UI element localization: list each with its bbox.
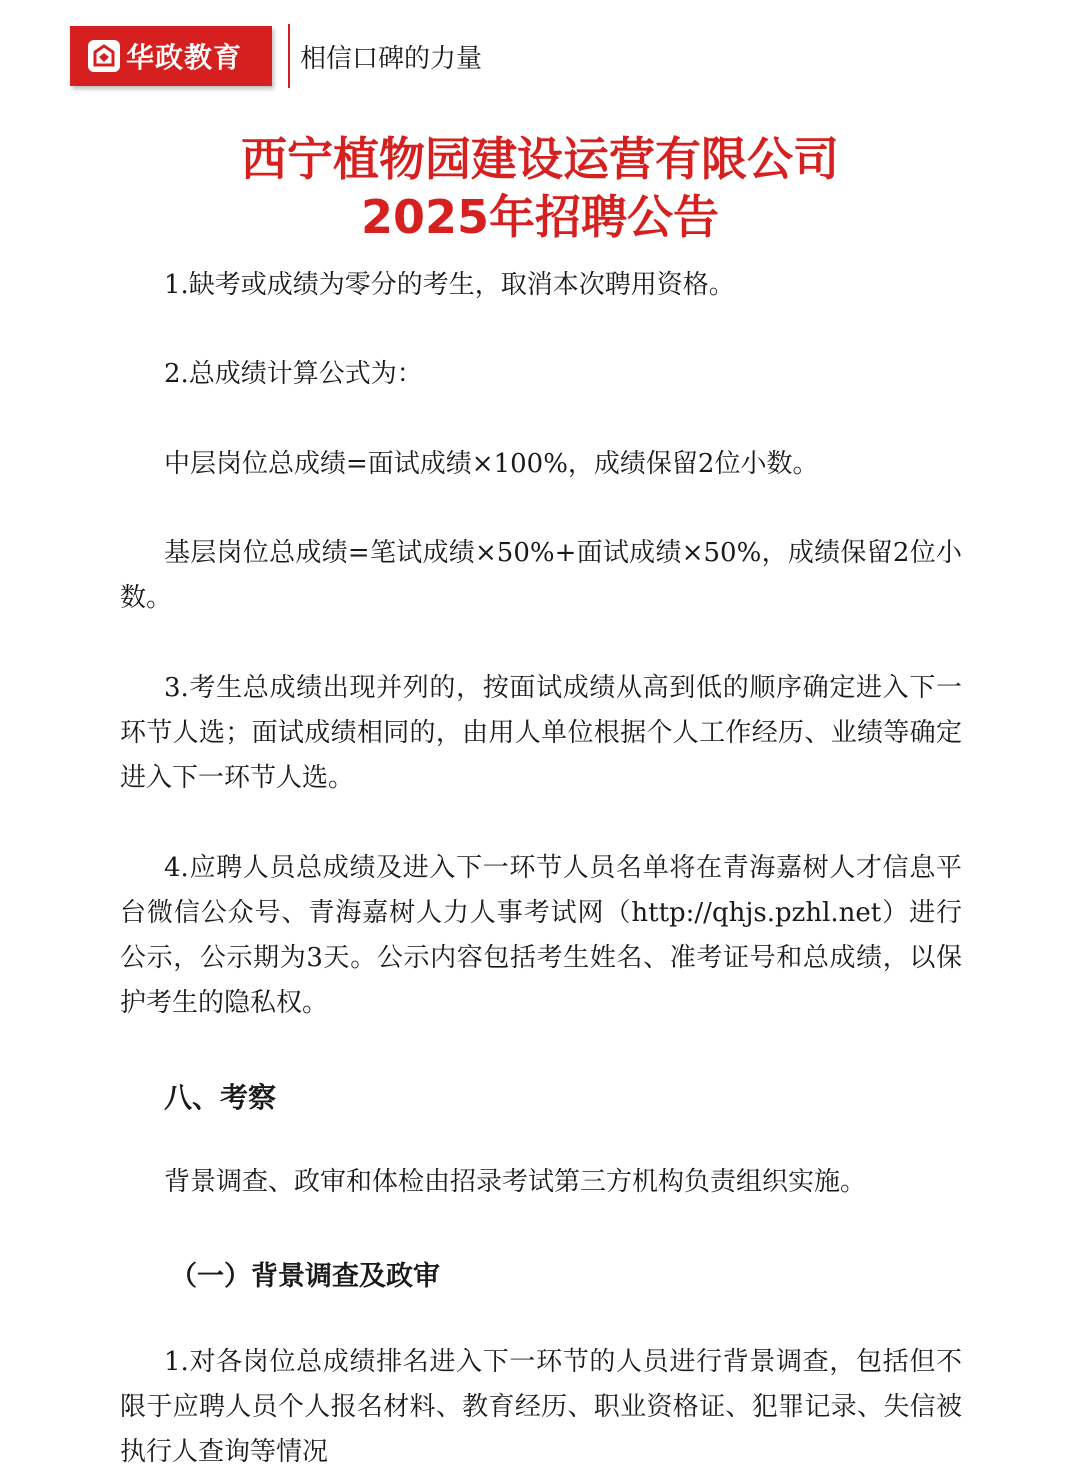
document-title-line2: 2025年招聘公告 bbox=[360, 190, 720, 244]
paragraph-tie-rule: 3.考生总成绩出现并列的，按面试成绩从高到低的顺序确定进入下一环节人选；面试成绩相同的，由用人单位根据个人工作经历、业绩等确定进入下一环节人选。 bbox=[120, 673, 962, 793]
paragraph-formula-intro: 2.总成绩计算公式为： bbox=[164, 359, 423, 389]
header-divider bbox=[288, 24, 290, 88]
paragraph-background-check: 1.对各岗位总成绩排名进入下一环节的人员进行背景调查，包括但不限于应聘人员个人报名材料、教育经历、职业资格证、犯罪记录、失信被执行人查询等情况 bbox=[120, 1347, 962, 1467]
paragraph-inspection-intro: 背景调查、政审和体检由招录考试第三方机构负责组织实施。 bbox=[164, 1167, 867, 1197]
paragraph-absence: 1.缺考或成绩为零分的考生，取消本次聘用资格。 bbox=[164, 270, 735, 300]
brand-name: 华政教育 bbox=[126, 41, 243, 74]
section-heading-inspection: 八、考察 bbox=[164, 1081, 277, 1114]
subsection-heading-background: （一）背景调查及政审 bbox=[170, 1261, 440, 1292]
brand-logo-icon bbox=[88, 40, 120, 72]
brand-logo bbox=[70, 26, 272, 86]
header bbox=[70, 24, 482, 88]
slogan: 相信口碑的力量 bbox=[300, 43, 483, 74]
paragraph-publicity: 4.应聘人员总成绩及进入下一环节人员名单将在青海嘉树人才信息平台微信公众号、青海嘉树人力人事考试网（http://qhjs.pzhl.net）进行公示，公示期为3天。公示内容包括考生姓名、准考证号和总成绩，以保护考生的隐私权。 bbox=[120, 853, 962, 1018]
paragraph-formula-base: 基层岗位总成绩=笔试成绩×50%+面试成绩×50%，成绩保留2位小数。 bbox=[120, 538, 962, 613]
paragraph-formula-mid: 中层岗位总成绩=面试成绩×100%，成绩保留2位小数。 bbox=[164, 449, 819, 479]
document-title-line1: 西宁植物园建设运营有限公司 bbox=[241, 132, 839, 186]
